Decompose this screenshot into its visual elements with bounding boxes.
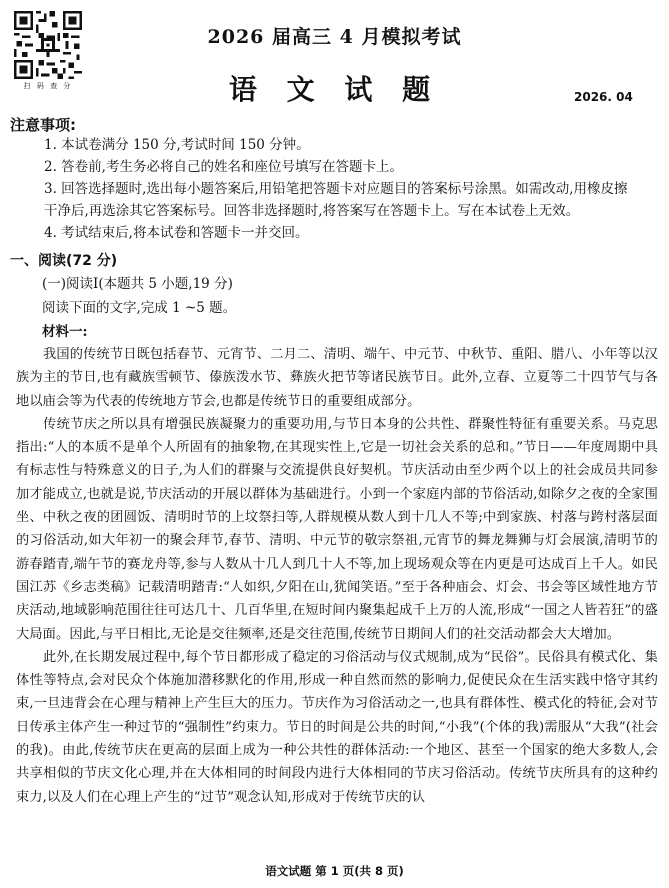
article-paragraph: 传统节庆之所以具有增强民族凝聚力的重要功用,与节日本身的公共性、群聚性特征有重要关系。马克思指出:“人的本质不是单个人所固有的抽象物,在其现实性上,它是一切社会关系的总和。”节日——年度周期中具有标志性与特殊意义的日子,为人们的群聚与交流提供良好契机。节庆活动由至少两个以上的社会成员共同参加才能成立,也就是说,节庆活动的开展以群体为基础进行。小到一个家庭内部的节俗活动,如除夕之夜的全家围坐、中秋之夜的团圆饭、清明时节的上坟祭扫等,人群规模从数人到十几人不等;中到家族、村落与跨村落层面的习俗活动,如大年初一的聚会拜节,春节、清明、中元节的敬宗祭祖,元宵节的舞龙舞狮与灯会展演,清明节的游春踏青,端午节的赛龙舟等,参与人数从十几人到几十人不等,加上现场观众等在内更是可达成百上千人。如民国江苏《乡志类稿》记载清明踏青:“人如织,夕阳在山,犹闻笑语。”至于各种庙会、灯会、书会等区域性地方节庆活动,地域影响范围往往可达几十、几百华里,在短时间内聚集起成千上万的人流,形成“一国之人皆若狂”的盛大局面。因此,与平日相比,无论是交往频率,还是交往范围,传统节日期间人们的社交活动都会大大增加。 [16,416,658,642]
notice-item: 1. 本试卷满分 150 分,考试时间 150 分钟。 [44,137,310,153]
article-paragraph: 我国的传统节日既包括春节、元宵节、二月二、清明、端午、中元节、中秋节、重阳、腊八、小年等以汉族为主的节日,也有藏族雪顿节、傣族泼水节、彝族火把节等诸民族节日。此外,立春、立夏等二十四节气与各地以庙会等为代表的传统地方节会,也都是传统节日的重要组成部分。 [16,347,658,409]
notice-heading: 注意事项: [10,116,76,134]
material-label: 材料一: [42,324,88,340]
subject-title: 语 文 试 题 [228,73,441,106]
notice-item: 4. 考试结束后,将本试卷和答题卡一并交回。 [44,225,309,241]
notice-item: 2. 答卷前,考生务必将自己的姓名和座位号填写在答题卡上。 [44,159,403,175]
section-heading: 一、阅读(72 分) [10,253,118,269]
qr-caption: 扫 码 查 分 [23,82,73,90]
sub-section-heading: (一)阅读Ⅰ(本题共 5 小题,19 分) [42,276,233,292]
notice-list [44,134,658,244]
page-footer: 语文试题 第 1 页(共 8 页) [265,864,404,878]
notice-item: 3. 回答选择题时,选出每小题答案后,用铅笔把答题卡对应题目的答案标号涂黑。如需改动,用橡皮擦 [44,181,628,197]
notice-item-continuation: 干净后,再选涂其它答案标号。回答非选择题时,将答案写在答题卡上。写在本试卷上无效。 [44,203,580,219]
exam-title: 2026 届高三 4 月模拟考试 [207,26,462,48]
article-body [16,343,658,809]
exam-date: 2026. 04 [574,90,633,104]
article-paragraph: 此外,在长期发展过程中,每个节日都形成了稳定的习俗活动与仪式规制,成为“民俗”。民俗具有模式化、集体性等特点,会对民众个体施加潜移默化的作用,形成一种自然而然的影响力,促使民众在生活实践中恪守其约束,一旦违背会在心理与精神上产生巨大的压力。节庆作为习俗活动之一,也具有群体性、模式化的特征,会对节日传承主体产生一种过节的“强制性”约束力。节日的时间是公共的时间,“小我”(个体的我)需服从“大我”(社会的我)。由此,传统节庆在更高的层面上成为一种公共性的群体活动:一个地区、甚至一个国家的绝大多数人,会共享相似的节庆文化心理,并在大体相同的时间段内进行大体相同的节庆习俗活动。传统节庆所具有的这种约束力,以及人们在心理上产生的“过节”观念认知,形成对于传统节庆的认 [16,649,658,805]
reading-instruction: 阅读下面的文字,完成 1 ~5 题。 [42,300,237,316]
